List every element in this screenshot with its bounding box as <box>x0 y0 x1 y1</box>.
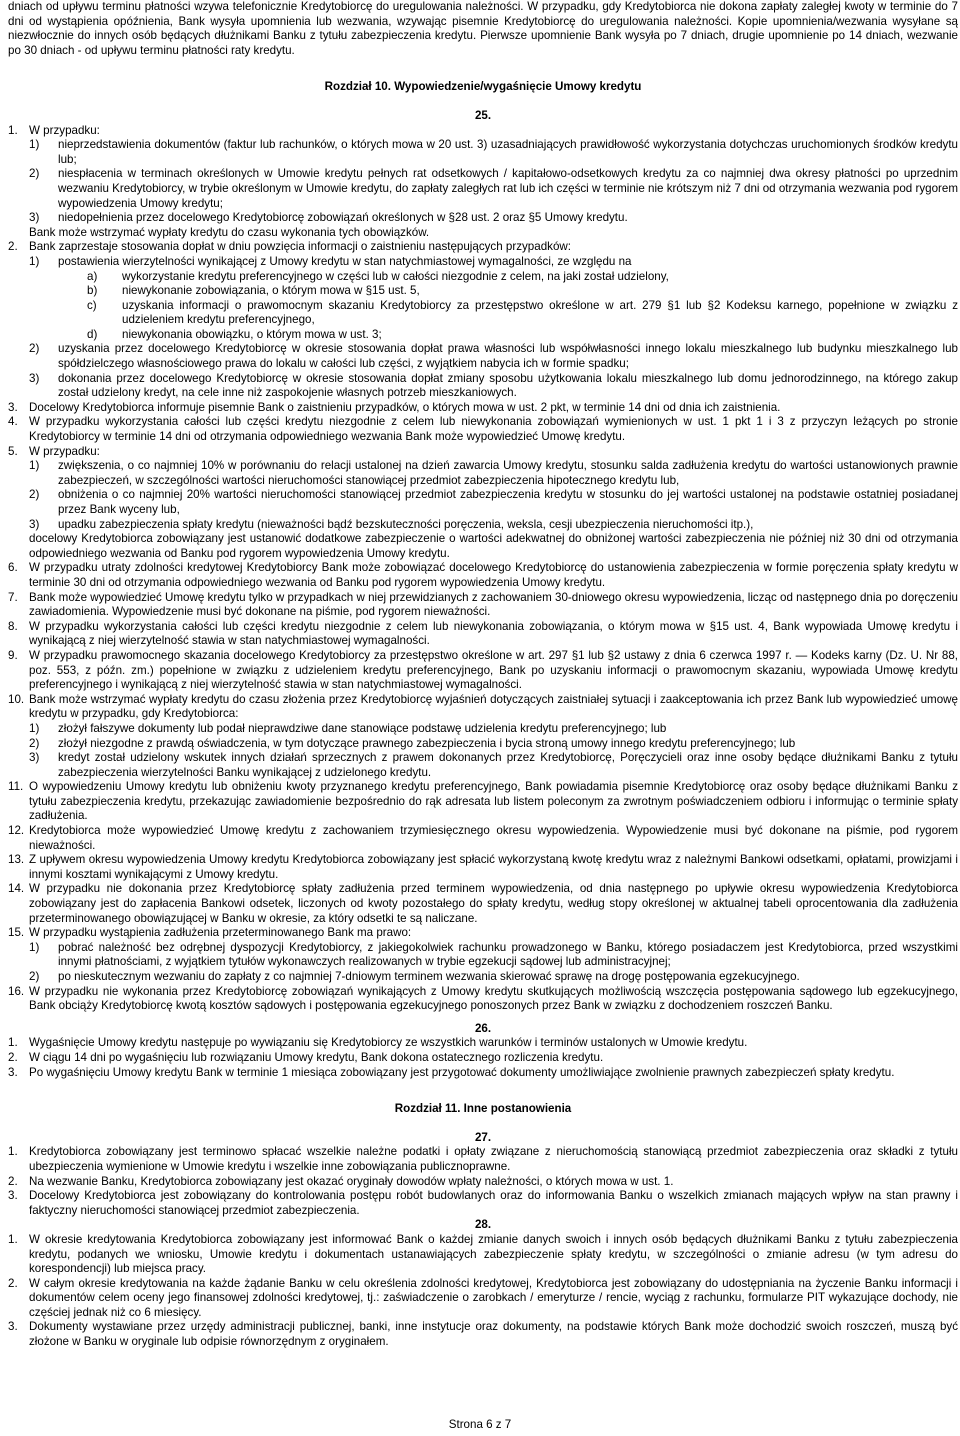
item-number: 14. <box>8 882 25 896</box>
intro-paragraph: dniach od upływu terminu płatności wzywa telefonicznie Kredytobiorcę do uregulowania należności. W przypadku, gdy Kredytobiorca nie dokona zapłaty zaległej kwoty w terminie do 7 dni od wystąpienia opóźnienia, Bank wysyła upomnienia lub wezwania, wzywając pisemnie Kredytobiorcę do uregulowania należności. Kopie upomnienia/wezwania wysyłane są niezwłocznie do innych osób będących dłużnikami Banku z tytułu zabezpieczenia kredytu. Pierwsze upomnienie Bank wysyła po 7 dniach, drugie upomnienie po 14 dniach, wezwanie po 30 dniach - od upływu terminu płatności raty kredytu. <box>8 0 958 57</box>
list-item <box>8 737 958 752</box>
chapter-10-title: Rozdział 10. Wypowiedzenie/wygaśnięcie Umowy kredytu <box>324 80 642 94</box>
page-footer: Strona 6 z 7 <box>448 1418 512 1431</box>
paragraph-25-heading: 25. <box>474 108 492 122</box>
item-number: 1. <box>8 1036 18 1050</box>
item-number: 2) <box>29 970 40 983</box>
item-text: uzyskania informacji o prawomocnym skazaniu Kredytobiorcy za przestępstwo określone w art. 279 §1 lub §2 Kodeksu karnego, popełnione w związku z udzieleniem kredytu preferencyjnego, <box>122 298 958 327</box>
item-number: 3) <box>29 751 40 765</box>
list-item <box>8 751 958 780</box>
list-item <box>8 445 958 460</box>
item-number: 7. <box>8 590 18 604</box>
list-item <box>8 1233 958 1277</box>
item-text: niewykonanie zobowiązania, o którym mowa w §15 ust. 5, <box>122 284 420 298</box>
item-text: złożył fałszywe dokumenty lub podał nieprawdziwe dane stanowiące podstawę udzielenia kredytu preferencyjnego; lub <box>58 721 667 735</box>
item-number: 2. <box>8 1050 18 1064</box>
list-item <box>8 985 958 1014</box>
list-item <box>8 649 958 693</box>
item-number: 3. <box>8 1065 18 1079</box>
item-text: Docelowy Kredytobiorca informuje pisemnie Bank o zaistnieniu przypadków, o których mowa w ust. 2 pkt, w terminie 14 dni od dnia ich zaistnienia. <box>29 400 781 414</box>
item-text: Kredytobiorca może wypowiedzieć Umowę kredytu z zachowaniem trzymiesięcznego okresu wypowiedzenia. Wypowiedzenie musi być dokonane na piśmie, pod rygorem nieważności. <box>29 824 958 852</box>
item-number: b) <box>87 284 98 298</box>
list-item <box>8 693 958 722</box>
item-text: W przypadku wykorzystania całości lub części kredytu niezgodnie z celem lub niewykonania zobowiązań wymienionych w ust. 1 pkt 1 i 3 z przyczyn leżących po stronie Kredytobiorcy w terminie 14 dni od otrzymania odpowiedniego wezwania Bank może wypowiedzieć Umowę kredytu. <box>29 415 958 444</box>
item-text: W okresie kredytowania Kredytobiorca zobowiązany jest informować Bank o każdej zmianie danych swoich i innych osób będących dłużnikami Banku z tytułu zabezpieczenia kredytu, podanych we wniosku, Umowie kredytu i dokumentach ustanawiających zabezpieczenie spłaty kredytu, w szczególności o zmianie adresu (w tym adresu do korespondencji) lub miejsca pracy. <box>29 1232 958 1276</box>
paragraph-28-heading: 28. <box>474 1218 492 1232</box>
item-text: Bank może wypowiedzieć Umowę kredytu tylko w przypadkach w niej przewidzianych z zachowaniem 30-dniowego okresu wypowiedzenia, licząc od następnego dnia po doręczeniu zawiadomienia. Wypowiedzenie musi być dokonane na piśmie, pod rygorem nieważności. <box>29 590 958 619</box>
item-text: złożył niezgodne z prawdą oświadczenia, w tym dotyczące prawnego zabezpieczenia i bycia stroną umowy innego kredytu preferencyjnego; lub <box>58 736 796 750</box>
item-number: 13. <box>8 853 25 867</box>
item-number: 3) <box>29 211 40 225</box>
item-text: W przypadku nie dokonania przez Kredytobiorcę spłaty zadłużenia przed terminem wypowiedzenia, od dnia następnego po upływie okresu wypowiedzenia Kredytobiorca zobowiązany jest do zapłacenia Bankowi odsetek, liczonych od kwoty pozostałego do spłaty kredytu, według stopy określonej w aktualnej tabeli oprocentowania dla zadłużenia przeterminowanego obowiązującej w Banku w okresie, za który odsetki te są naliczane. <box>29 882 958 925</box>
document-page <box>8 0 958 1350</box>
item-text: W ciągu 14 dni po wygaśnięciu lub rozwiązaniu Umowy kredytu, Bank dokona ostatecznego rozliczenia kredytu. <box>29 1050 604 1064</box>
item-number: 1. <box>8 1145 18 1159</box>
list-item <box>8 1277 958 1321</box>
item-note: Bank może wstrzymać wypłaty kredytu do czasu wykonania tych obowiązków. <box>29 225 430 239</box>
item-text: niespłacenia w terminach określonych w Umowie kredytu pełnych rat odsetkowych / kapitałowo-odsetkowych kredytu za co najmniej dwa okresy płatności po uprzednim wezwaniu Kredytobiorcy, w trybie określonym w Umowie kredytu, do zapłaty zaległych rat lub ich części w terminie nie krótszym niż 7 dni od otrzymania wezwania pod rygorem wypowiedzenia Umowy kredytu; <box>58 167 958 210</box>
item-number: 15. <box>8 926 25 940</box>
list-item <box>8 415 958 444</box>
item-number: 1) <box>29 138 40 152</box>
item-text: dokonania przez docelowego Kredytobiorcę w okresie stosowania dopłat zmiany sposobu użytkowania lokalu mieszkalnego lub domu jednorodzinnego, na którego zakup został udzielony kredyt, na cele inne niż zaspokojenie własnych potrzeb mieszkaniowych. <box>58 371 958 400</box>
list-item <box>8 401 958 416</box>
item-number: 3. <box>8 400 18 414</box>
item-text: Po wygaśnięciu Umowy kredytu Bank w terminie 1 miesiąca zobowiązany jest przygotować dokumenty umożliwiające zwolnienie prawnych zabezpieczeń spłaty kredytu. <box>29 1065 895 1079</box>
list-item <box>8 1145 958 1174</box>
list-item <box>8 240 958 255</box>
item-number: 12. <box>8 824 25 838</box>
item-number: d) <box>87 327 98 341</box>
list-item <box>8 255 958 270</box>
item-number: 1) <box>29 254 40 268</box>
item-text: upadku zabezpieczenia spłaty kredytu (nieważności bądź bezskuteczności poręczenia, weksla, cesji ubezpieczenia nieruchomości itp.), <box>58 517 754 531</box>
item-number: 2. <box>8 1276 18 1290</box>
list-item <box>8 1175 958 1190</box>
paragraph-27-heading: 27. <box>474 1130 492 1144</box>
item-text: po nieskutecznym wezwaniu do zapłaty z co najmniej 7-dniowym terminem wezwania skierować sprawę na drogę postępowania egzekucyjnego. <box>58 970 800 983</box>
list-item <box>8 1066 958 1081</box>
item-number: 8. <box>8 619 18 633</box>
list-item <box>8 124 958 139</box>
item-note: docelowy Kredytobiorca zobowiązany jest ustanowić dodatkowe zabezpieczenie o wartości adekwatnej do obniżonej wartości zabezpieczenia nie później niż 30 dni od otrzymania odpowiedniego wezwania od Banku pod rygorem wypowiedzenia Umowy kredytu. <box>29 532 958 560</box>
item-number: 3. <box>8 1189 18 1203</box>
item-number: 1) <box>29 721 40 735</box>
item-text: niewykonania obowiązku, o którym mowa w ust. 3; <box>122 327 382 341</box>
item-text: W przypadku: <box>29 444 100 458</box>
item-text: Dokumenty wystawiane przez urzędy administracji publicznej, banki, inne instytucje oraz dokumenty, na podstawie których Bank może dochodzić swoich roszczeń, muszą być złożone w Banku w oryginale lub odpisie równorzędnym z oryginałem. <box>29 1320 958 1349</box>
list-item <box>8 882 958 926</box>
list-item <box>8 138 958 167</box>
list-item <box>8 270 958 285</box>
list-item <box>8 1051 958 1066</box>
paragraph-26-heading: 26. <box>474 1021 492 1035</box>
item-text: nieprzedstawienia dokumentów (faktur lub rachunków, o których mowa w 20 ust. 3) uzasadniających prawidłowość wykorzystania dotychczas uruchomionych środków kredytu lub; <box>58 138 958 166</box>
item-text: niedopełnienia przez docelowego Kredytobiorcę zobowiązań określonych w §28 ust. 2 oraz §5 Umowy kredytu. <box>58 211 628 225</box>
list-item <box>8 561 958 590</box>
item-number: 6. <box>8 561 18 575</box>
list-item <box>8 518 958 533</box>
item-number: 1) <box>29 459 40 473</box>
item-number: 2) <box>29 342 40 356</box>
item-number: 2) <box>29 167 40 181</box>
item-number: 16. <box>8 984 25 998</box>
item-number: 11. <box>8 780 24 794</box>
item-text: Z upływem okresu wypowiedzenia Umowy kredytu Kredytobiorca zobowiązany jest spłacić wykorzystaną kwotę kredytu wraz z należnymi Bankowi odsetkami, opłatami, prowizjami i innymi kosztami wynikającymi z Umowy kredytu. <box>29 853 958 881</box>
paragraph-25-list <box>8 124 958 1014</box>
list-item <box>8 591 958 620</box>
list-item <box>8 211 958 226</box>
item-text: Docelowy Kredytobiorca jest zobowiązany do kontrolowania postępu robót budowlanych oraz do informowania Banku o wszelkich zmianach mających wpływ na stan prawny i faktyczny nieruchomości stanowiącej przedmiot zabezpieczenia. <box>29 1189 958 1217</box>
list-item <box>8 853 958 882</box>
list-item <box>8 372 958 401</box>
item-number: 3) <box>29 517 40 531</box>
list-item <box>8 780 958 824</box>
list-item <box>8 941 958 970</box>
list-item <box>8 824 958 853</box>
chapter-11-title: Rozdział 11. Inne postanowienia <box>394 1102 572 1116</box>
item-number: 3. <box>8 1320 18 1334</box>
item-number: 4. <box>8 415 18 429</box>
item-text: zwiększenia, o co najmniej 10% w porównaniu do relacji ustalonej na dzień zawarcia Umowy kredytu, stosunku salda zadłużenia kredytu do wartości ustanowionych prawnie zabezpieczeń, w szczególności wartości nieruchomości stanowiącej przedmiot zabezpieczenia hipotecznego kredytu lub, <box>58 459 958 487</box>
item-number: 2) <box>29 488 40 502</box>
item-text: uzyskania przez docelowego Kredytobiorcę w okresie stosowania dopłat prawa własności lub współwłasności innego lokalu mieszkalnego lub budynku mieszkalnego lub spółdzielczego własnościowego prawa do lokalu w całości lub części, z wyjątkiem nabycia ich w formie spadku; <box>58 342 958 371</box>
item-text: pobrać należność bez odrębnej dyspozycji Kredytobiorcy, z jakiegokolwiek rachunku prowadzonego w Banku, którego posiadaczem jest Kredytobiorca, przed wszystkimi innymi płatnościami, z wyjątkiem tytułów wykonawczych realizowanych w trybie egzekucji sądowej lub administracyjnej; <box>58 940 958 969</box>
item-text: W przypadku wystąpienia zadłużenia przeterminowanego Bank ma prawo: <box>29 926 412 940</box>
item-text: obniżenia o co najmniej 20% wartości nieruchomości stanowiącej przedmiot zabezpieczenia kredytu w stosunku do jej wartości ustalonej na podstawie ostatniej posiadanej przez Bank wyceny lub, <box>58 488 958 516</box>
item-number: c) <box>87 298 97 312</box>
list-item <box>8 620 958 649</box>
item-number: 9. <box>8 648 18 662</box>
item-text: postawienia wierzytelności wynikającej z Umowy kredytu w stan natychmiastowej wymagalności, ze względu na <box>58 254 632 268</box>
item-text: wykorzystanie kredytu preferencyjnego w części lub w całości niezgodnie z celem, na jaki został udzielony, <box>122 269 669 283</box>
item-number: 5. <box>8 444 18 458</box>
list-item <box>8 1189 958 1218</box>
item-text: Kredytobiorca zobowiązany jest terminowo spłacać wszelkie należne podatki i opłaty związane z nieruchomością stanowiącą przedmiot zabezpieczenia oraz składki z tytułu ubezpieczenia wymienione w Umowie kredytu i wszelkie inne zobowiązania publicznoprawne. <box>29 1145 958 1173</box>
item-text: W przypadku: <box>29 123 100 137</box>
item-number: 2. <box>8 1174 18 1188</box>
paragraph-28-list <box>8 1233 958 1350</box>
item-number: 2) <box>29 736 40 750</box>
item-text: kredyt został udzielony wskutek innych działań sprzecznych z prawem dokonanych przez Kredytobiorcę, Poręczycieli oraz inne osoby będące dłużnikami Banku z tytułu zabezpieczenia wierzytelności Banku wynikającej z udzielonego kredytu. <box>58 751 958 779</box>
list-item <box>8 328 958 343</box>
item-number: 1. <box>8 1232 18 1246</box>
list-item <box>8 299 958 328</box>
item-number: 2. <box>8 240 18 254</box>
list-item <box>8 342 958 371</box>
item-number: a) <box>87 269 98 283</box>
list-item <box>8 926 958 941</box>
item-text: W przypadku prawomocnego skazania docelowego Kredytobiorcy za przestępstwo określone w art. 297 §1 lub §2 ustawy z dnia 6 czerwca 1997 r. — Kodeks karny (Dz. U. Nr 88, poz. 553, z późn. zm.) popełnione w związku z udzieleniem kredytu preferencyjnego, Bank po uzyskaniu informacji o prawomocnym skazaniu, wypowiada Umowę kredytu preferencyjnego i wynikającą z niej wierzytelność stawia w stan natychmiastowej wymagalności. <box>29 648 958 692</box>
item-number: 3) <box>29 371 40 385</box>
paragraph-26-list <box>8 1036 958 1080</box>
item-text: W przypadku wykorzystania całości lub części kredytu niezgodnie z celem lub niewykonania zobowiązania, o którym mowa w §15 ust. 4, Bank wypowiada Umowę kredytu i wynikającą z niej wierzytelność stawia w stan natychmiastowej wymagalności. <box>29 619 958 648</box>
paragraph-27-list <box>8 1145 958 1218</box>
list-item <box>8 970 958 985</box>
list-item <box>8 1320 958 1349</box>
item-number: 1) <box>29 940 40 954</box>
list-item <box>8 459 958 488</box>
list-item <box>8 488 958 517</box>
item-number: 10. <box>8 692 25 706</box>
item-number: 1. <box>8 123 18 137</box>
item-text: W przypadku nie wykonania przez Kredytobiorcę zobowiązań wynikających z Umowy kredytu skutkujących możliwością wszczęcia postępowania sądowego lub egzekucyjnego, Bank obciąży Kredytobiorcę kwotą kosztów sądowych i postępowania egzekucyjnego ponoszonych przez Bank w związku z dochodzeniem roszczeń Banku. <box>29 984 958 1013</box>
item-text: Wygaśnięcie Umowy kredytu następuje po wywiązaniu się Kredytobiorcy ze wszystkich warunków i terminów ustalonych w Umowie kredytu. <box>29 1036 748 1050</box>
item-text: W przypadku utraty zdolności kredytowej Kredytobiorcy Bank może zobowiązać docelowego Kredytobiorcę do ustanowienia zabezpieczenia w formie poręczenia spłaty kredytu w terminie 30 dni od otrzymania odpowiedniego wezwania od Banku pod rygorem wypowiedzenia Umowy kredytu. <box>29 561 958 589</box>
item-text: Bank zaprzestaje stosowania dopłat w dniu powzięcia informacji o zaistnieniu następujących przypadków: <box>29 240 571 254</box>
item-text: W całym okresie kredytowania na każde żądanie Banku w celu określenia zdolności kredytowej, Kredytobiorca jest zobowiązany do udostępniania na życzenie Banku informacji i dokumentów celem oceny jego finansowej zdolności kredytowej, tj.: zaświadczenie o zarobkach / emeryturze / rencie, wyciąg z rachunku, formularze PIT wykazujące dochody, nie częściej jednak niż co 6 miesięcy. <box>29 1276 958 1319</box>
list-item <box>8 167 958 211</box>
item-text: Bank może wstrzymać wypłaty kredytu do czasu złożenia przez Kredytobiorcę wyjaśnień dotyczących zaistniałej sytuacji i zaakceptowania ich przez Bank lub wypowiedzieć umowę kredytu w przypadku, gdy Kredytobiorca: <box>29 692 958 721</box>
list-item <box>8 722 958 737</box>
item-text: O wypowiedzeniu Umowy kredytu lub obniżeniu kwoty przyznanego kredytu preferencyjnego, Bank powiadamia pisemnie Kredytobiorcę oraz osoby będące dłużnikami Banku z tytułu zabezpieczenia kredytu, przekazując zawiadomienie bezpośrednio do rąk adresata lub listem poleconym za zwrotnym poświadczeniem odbioru i informując o terminie spłaty zadłużenia. <box>29 780 958 823</box>
list-item <box>8 284 958 299</box>
item-text: Na wezwanie Banku, Kredytobiorca zobowiązany jest okazać oryginały dowodów wpłaty należności, o których mowa w ust. 1. <box>29 1174 674 1188</box>
list-item <box>8 1036 958 1051</box>
